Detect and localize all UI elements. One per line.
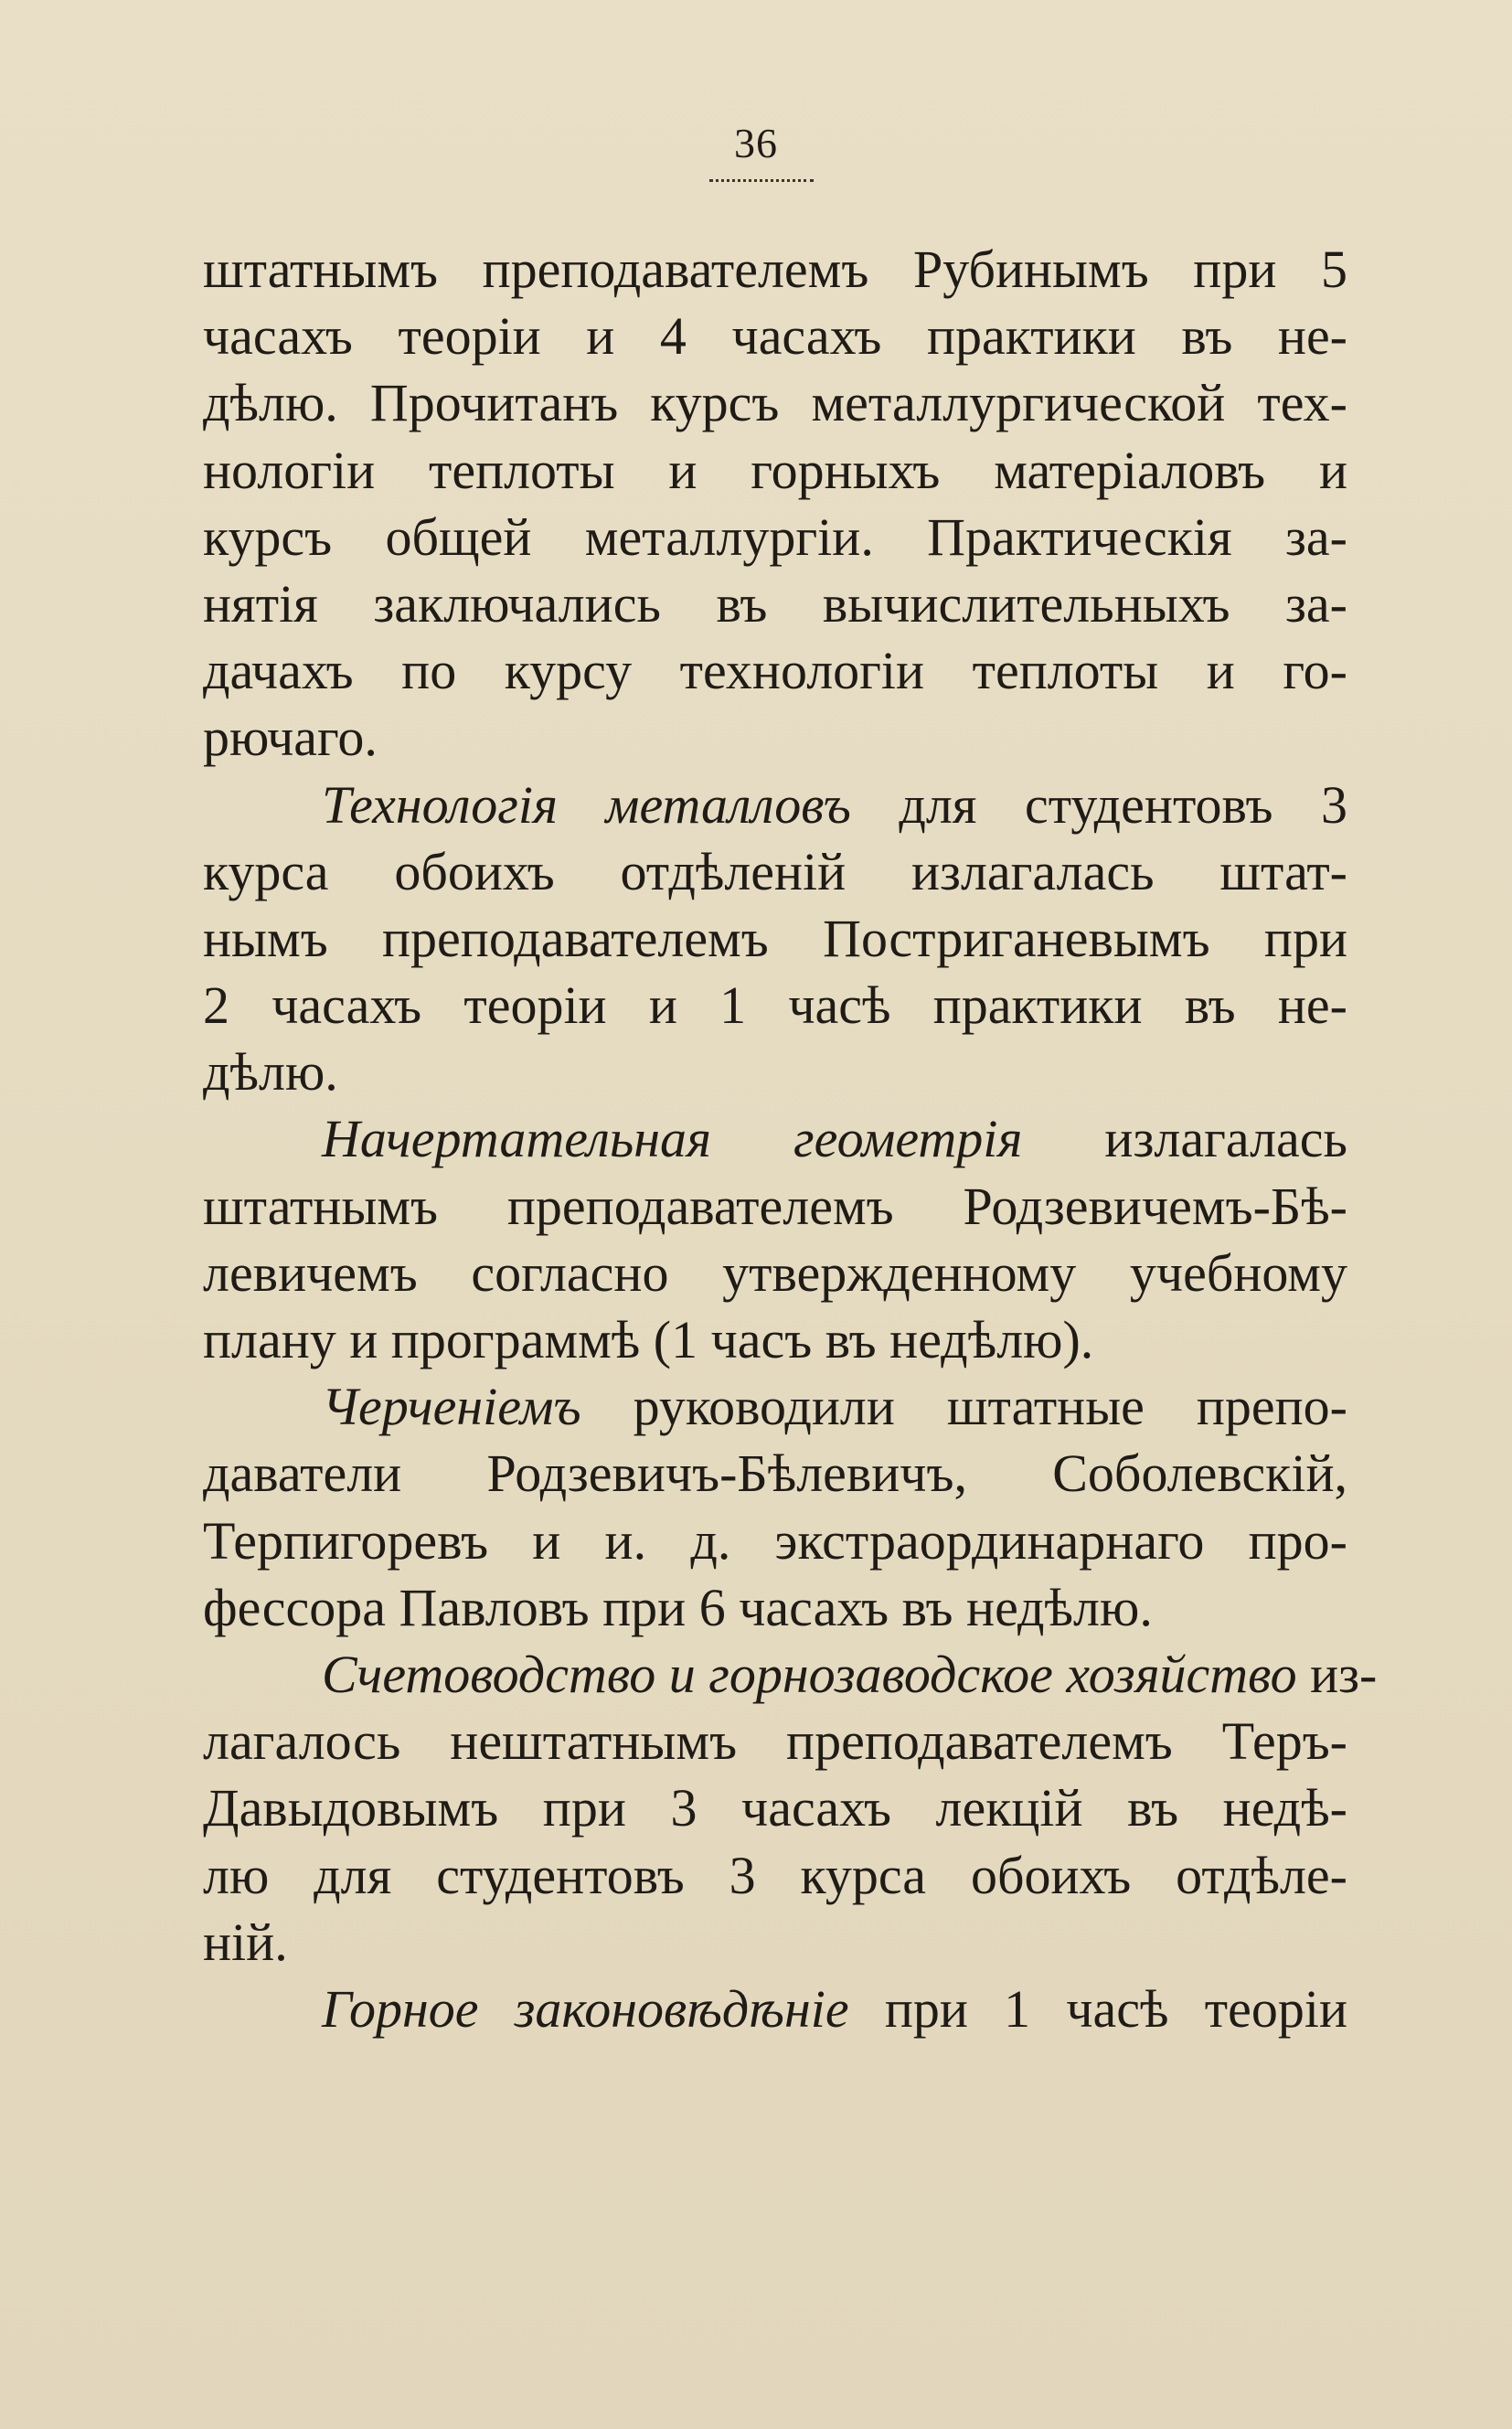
italic-term: Счетоводство и горнозаводское хозяйство bbox=[322, 1644, 1297, 1704]
italic-term: Горное законовѣдѣніе bbox=[322, 1978, 849, 2039]
text-line bbox=[203, 504, 1347, 570]
text-line bbox=[203, 1842, 1347, 1909]
text-run: левичемъ согласно утвержденному учебному bbox=[203, 1242, 1347, 1303]
text-run: Терпигоревъ и и. д. экстраординарнаго про- bbox=[203, 1510, 1347, 1571]
italic-term: Начертательная геометрія bbox=[322, 1109, 1023, 1169]
text-line bbox=[203, 369, 1347, 436]
text-line bbox=[203, 1240, 1347, 1306]
text-line bbox=[203, 303, 1347, 369]
text-run: штатнымъ преподавателемъ Рубинымъ при 5 bbox=[203, 240, 1347, 299]
text-run: штатнымъ преподавателемъ Родзевичемъ-Бѣ- bbox=[203, 1176, 1347, 1236]
text-run: 2 часахъ теоріи и 1 часѣ практики въ не- bbox=[203, 975, 1347, 1036]
text-run: для студентовъ 3 bbox=[850, 774, 1347, 835]
text-run: плану и программѣ (1 часъ въ недѣлю). bbox=[203, 1310, 1094, 1369]
text-run: фессора Павловъ при 6 часахъ въ недѣлю. bbox=[203, 1577, 1153, 1637]
text-run: часахъ теоріи и 4 часахъ практики въ не- bbox=[203, 306, 1347, 367]
text-run: нятія заключались въ вычислительныхъ за- bbox=[203, 573, 1347, 634]
text-line bbox=[203, 1105, 1347, 1172]
text-line bbox=[203, 236, 1347, 303]
text-line bbox=[203, 1574, 1347, 1641]
text-run: нымъ преподавателемъ Постриганевымъ при bbox=[203, 908, 1347, 968]
text-line bbox=[203, 704, 1347, 771]
text-run: Давыдовымъ при 3 часахъ лекцій въ недѣ- bbox=[203, 1778, 1347, 1838]
text-line bbox=[203, 1909, 1347, 1976]
text-run: даватели Родзевичъ-Бѣлевичъ, Соболевскій, bbox=[203, 1444, 1347, 1504]
text-line bbox=[203, 570, 1347, 637]
text-run: курсъ общей металлургіи. Практическія за- bbox=[203, 506, 1347, 567]
text-run: курса обоихъ отдѣленій излагалась штат- bbox=[203, 841, 1347, 901]
text-run: при 1 часѣ теоріи bbox=[848, 1978, 1347, 2039]
text-run: нологіи теплоты и горныхъ матеріаловъ и bbox=[203, 440, 1347, 500]
text-line bbox=[203, 1440, 1347, 1507]
text-run: лагалось нештатнымъ преподавателемъ Теръ- bbox=[203, 1711, 1347, 1772]
text-line bbox=[203, 1641, 1378, 1708]
text-run: дачахъ по курсу технологіи теплоты и го- bbox=[203, 641, 1347, 701]
text-line bbox=[203, 905, 1347, 972]
text-line bbox=[203, 1507, 1347, 1574]
text-line bbox=[203, 1774, 1347, 1841]
text-line bbox=[203, 637, 1347, 704]
page-number-rule bbox=[709, 179, 814, 182]
text-line bbox=[203, 972, 1347, 1039]
text-line bbox=[203, 772, 1347, 838]
text-run: излагалась bbox=[1022, 1109, 1347, 1169]
text-run: ній. bbox=[203, 1912, 288, 1972]
text-line bbox=[203, 437, 1347, 504]
text-line bbox=[203, 1373, 1347, 1440]
text-line bbox=[203, 1976, 1347, 2042]
page-number: 36 bbox=[734, 120, 778, 166]
text-line bbox=[203, 1708, 1347, 1774]
text-run: рючаго. bbox=[203, 708, 378, 768]
text-run: дѣлю. Прочитанъ курсъ металлургической тех- bbox=[203, 373, 1347, 433]
text-line bbox=[203, 1039, 1347, 1105]
text-line bbox=[203, 1306, 1347, 1373]
text-line bbox=[203, 1173, 1347, 1240]
body-text bbox=[203, 236, 1378, 2042]
text-run: дѣлю. bbox=[203, 1042, 338, 1103]
text-line bbox=[203, 838, 1347, 905]
text-run: руководили штатные препо- bbox=[580, 1377, 1347, 1437]
text-run: лю для студентовъ 3 курса обоихъ отдѣле- bbox=[203, 1845, 1347, 1905]
italic-term: Черченіемъ bbox=[322, 1377, 581, 1437]
italic-term: Технологія металловъ bbox=[322, 774, 851, 835]
text-run: из- bbox=[1296, 1644, 1378, 1704]
